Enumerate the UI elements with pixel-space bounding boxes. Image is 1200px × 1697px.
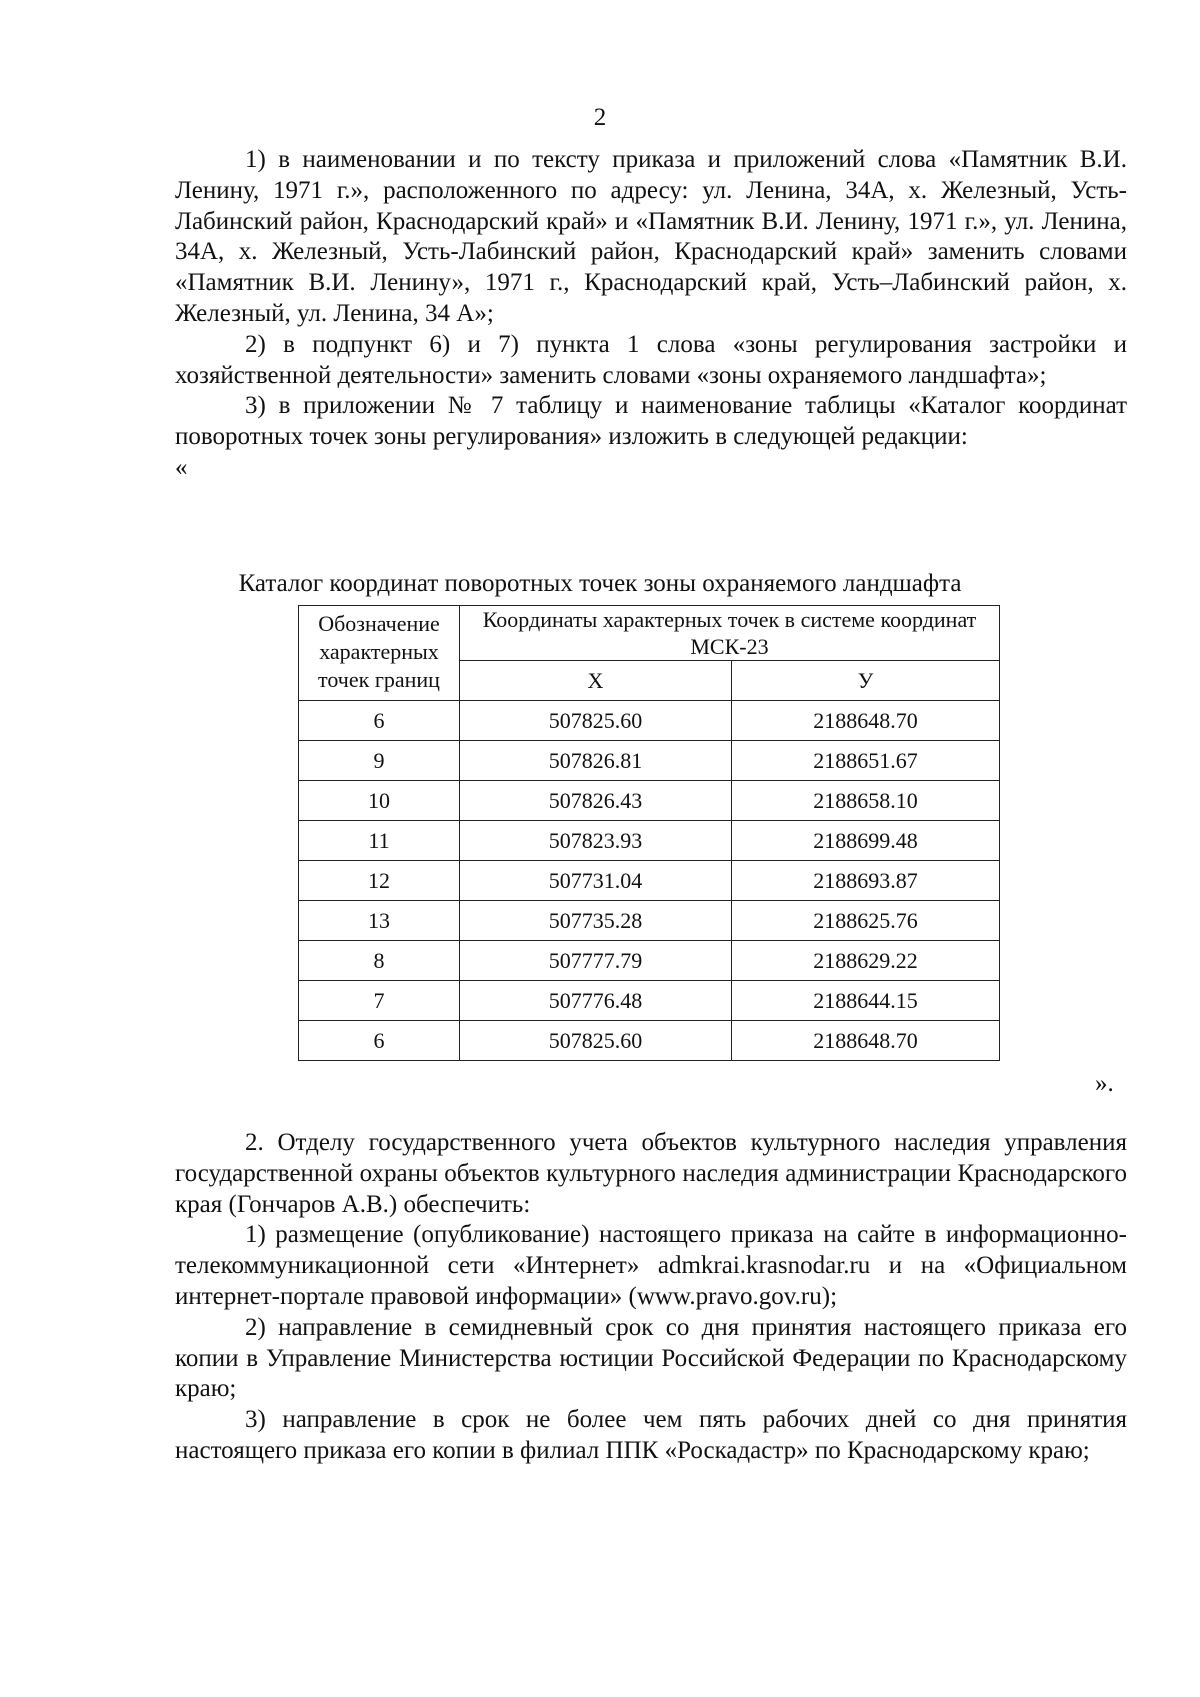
table-row bbox=[299, 941, 1000, 981]
cell-x: 507777.79 bbox=[460, 941, 732, 981]
cell-y: 2188648.70 bbox=[732, 1021, 1000, 1061]
cell-x: 507823.93 bbox=[460, 821, 732, 861]
amendments-top bbox=[175, 145, 1127, 484]
instruction-subitem-2: 2) направление в семидневный срок со дня принятия настоящего приказа его копии в Управление Министерства юстиции Российской Федерации по Краснодарскому краю; bbox=[175, 1313, 1127, 1403]
table-row bbox=[299, 901, 1000, 941]
cell-y: 2188693.87 bbox=[732, 861, 1000, 901]
cell-x: 507826.43 bbox=[460, 781, 732, 821]
cell-x: 507776.48 bbox=[460, 981, 732, 1021]
cell-point: 6 bbox=[299, 701, 460, 741]
table-header-row bbox=[299, 606, 1000, 661]
table-row bbox=[299, 821, 1000, 861]
table-row bbox=[299, 701, 1000, 741]
table-row bbox=[299, 741, 1000, 781]
cell-x: 507825.60 bbox=[460, 1021, 732, 1061]
table-row bbox=[299, 981, 1000, 1021]
cell-y: 2188699.48 bbox=[732, 821, 1000, 861]
cell-point: 12 bbox=[299, 861, 460, 901]
amendment-item-3: 3) в приложении № 7 таблицу и наименование таблицы «Каталог координат поворотных точек зоны регулирования» изложить в следующей редакции: bbox=[175, 392, 1127, 451]
cell-x: 507826.81 bbox=[460, 741, 732, 781]
table-row bbox=[299, 1021, 1000, 1061]
opening-quote-mark: « bbox=[175, 453, 188, 481]
cell-y: 2188644.15 bbox=[732, 981, 1000, 1021]
instruction-item-2: 2. Отделу государственного учета объектов культурного наследия управления государственной охраны объектов культурного наследия администрации Краснодарского края (Гончаров А.В.) обеспечить: bbox=[175, 1129, 1127, 1218]
table-row bbox=[299, 861, 1000, 901]
cell-y: 2188658.10 bbox=[732, 781, 1000, 821]
header-x: X bbox=[460, 661, 732, 701]
amendment-item-1: 1) в наименовании и по тексту приказа и приложений слова «Памятник В.И. Ленину, 1971 г.», расположенного по адресу: ул. Ленина, 34А, х. Железный, Усть-Лабинский район, Краснодарский край» и «Памятник В.И. Ленину, 1971 г.», ул. Ленина, 34А, х. Железный, Усть-Лабинский район, Краснодарский край» заменить словами «Памятник В.И. Ленину», 1971 г., Краснодарский край, Усть–Лабинский район, х. Железный, ул. Ленина, 34 А»; bbox=[175, 146, 1127, 327]
cell-point: 13 bbox=[299, 901, 460, 941]
cell-y: 2188648.70 bbox=[732, 701, 1000, 741]
page-number: 2 bbox=[593, 104, 607, 131]
cell-x: 507731.04 bbox=[460, 861, 732, 901]
cell-point: 7 bbox=[299, 981, 460, 1021]
cell-y: 2188625.76 bbox=[732, 901, 1000, 941]
amendment-item-2: 2) в подпункт 6) и 7) пункта 1 слова «зоны регулирования застройки и хозяйственной деятельности» заменить словами «зоны охраняемого ландшафта»; bbox=[175, 330, 1127, 389]
cell-x: 507825.60 bbox=[460, 701, 732, 741]
table-caption: Каталог координат поворотных точек зоны охраняемого ландшафта bbox=[238, 570, 962, 597]
closing-quote-mark: ». bbox=[1095, 1070, 1114, 1097]
coordinates-table bbox=[298, 605, 1000, 1061]
cell-point: 9 bbox=[299, 741, 460, 781]
cell-point: 6 bbox=[299, 1021, 460, 1061]
table-row bbox=[299, 781, 1000, 821]
instruction-subitem-1: 1) размещение (опубликование) настоящего приказа на сайте в информационно-телекоммуникационной сети «Интернет» admkrai.krasnodar.ru и на «Официальном интернет-портале правовой информации» (www.pravo.gov.ru); bbox=[175, 1221, 1127, 1310]
table-body bbox=[299, 701, 1000, 1061]
cell-y: 2188651.67 bbox=[732, 741, 1000, 781]
header-y: У bbox=[732, 661, 1000, 701]
cell-y: 2188629.22 bbox=[732, 941, 1000, 981]
cell-x: 507735.28 bbox=[460, 901, 732, 941]
header-coordinates-group: Координаты характерных точек в системе координат МСК-23 bbox=[460, 606, 1000, 661]
cell-point: 11 bbox=[299, 821, 460, 861]
cell-point: 8 bbox=[299, 941, 460, 981]
cell-point: 10 bbox=[299, 781, 460, 821]
instructions-bottom bbox=[175, 1128, 1127, 1467]
header-point-designation: Обозначение характерных точек границ bbox=[299, 606, 460, 701]
instruction-subitem-3: 3) направление в срок не более чем пять рабочих дней со дня принятия настоящего приказа его копии в филиал ППК «Роскадастр» по Краснодарскому краю; bbox=[175, 1406, 1127, 1464]
